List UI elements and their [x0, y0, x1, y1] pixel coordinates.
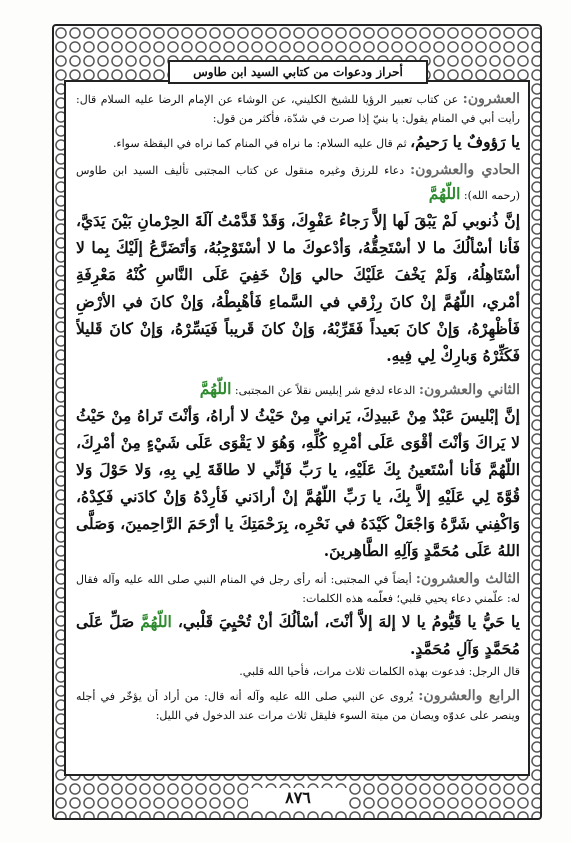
dua-name: اللّهُمَّ — [140, 612, 172, 631]
section-22 — [76, 375, 520, 564]
dua-body: إنَّ ذُنوبي لَمْ يَبْقَ لَها إلاَّ رَجاءُ عَفْوِكَ، وَقَدْ قَدَّمْتُ آلَةَ الحِرْمانِ بَيْنَ يَدَيَّ، فَأنا أسْألُكَ ما لا أسْتَحِقُّهُ، وَأدْعوكَ ما لا أسْتَوْجِبُهُ، وَأتَضَرَّعُ إلَيْكَ بِما لا أسْتَاهِلُهُ، وَلَمْ يَخْفَ عَلَيْكَ حالي وَإنْ خَفِيَ عَلَى النَّاسِ كُنْهُ مَعْرِفَةِ أمْري، اللّهُمَّ إنْ كانَ رِزْقي في السَّماءِ فَأهْبِطْهُ، وَإنْ كانَ في الأرْضِ فَأظْهِرْهُ، وَإنْ كانَ بَعيداً فَقَرِّبْهُ، وَإنْ كانَ قَريباً فَيَسِّرْهُ، وَإنْ كانَ قَليلاً فَكَثِّرْهُ وَبارِكْ لِي فِيهِ. — [76, 211, 520, 365]
section-24 — [76, 687, 520, 725]
dua-name: اللّهُمَّ — [428, 184, 461, 203]
section-21 — [76, 161, 520, 369]
section-outro: ثم قال عليه السلام: ما نراه في المنام كما نراه في اليقظة سواء. — [112, 137, 407, 150]
section-title: الثالث والعشرون: — [415, 571, 520, 587]
dua-text: يا رَؤوفٌ يا رَحيمُ، — [410, 132, 520, 151]
section-title: الثاني والعشرون: — [418, 382, 520, 398]
section-20 — [76, 90, 520, 155]
dua-body: إنَّ إبْليسَ عَبْدٌ مِنْ عَبيدِكَ، يَراني مِنْ حَيْثُ لا أراهُ، وَأنْتَ تَراهُ مِنْ حَيْثُ لا يَراكَ وَأنْتَ أقْوَى عَلَى أمْرِهِ كُلِّهِ، وَهُوَ لا يَقْوَى عَلَى شَيْءٍ مِنْ أمْرِكَ، اللّهُمَّ فَأنا أسْتَعينُ بِكَ عَلَيْهِ، يا رَبِّ فَإنِّي لا طاقَةَ لِي بِهِ، وَلا حَوْلَ وَلا قُوَّةَ لِي عَلَيْهِ إلاَّ بِكَ، يا رَبِّ اللّهُمَّ إنْ أرادَني فَأرِدْهُ وَإنْ كادَني فَكِدْهُ، وَاكْفِني شَرَّهُ وَاجْعَلْ كَيْدَهُ في نَحْرِه، بِرَحْمَتِكَ يا أرْحَمَ الرَّاحِمينَ، وَصَلَّى اللهُ عَلَى مُحَمَّدٍ وَآلِهِ الطَّاهِرينَ. — [76, 406, 520, 560]
page-content — [76, 90, 520, 770]
section-intro: الدعاء لدفع شر إبليس نقلاً عن المجتبى: — [234, 384, 416, 397]
section-title: الرابع والعشرون: — [418, 688, 520, 704]
section-intro: يُروى عن النبي صلى الله عليه وآله أنه قال: من أراد أن يؤخّر في أجله وينصر على عدوّه ويصان من ميتة السوء فليقل ثلاث مرات عند الدخول في الليل: — [76, 690, 520, 722]
section-23 — [76, 570, 520, 681]
section-intro: عن كتاب تعبير الرؤيا للشيخ الكليني، عن الوشاء عن الإمام الرضا عليه السلام قال: رأيت أبي في المنام يقول: يا بنيّ إذا صرت في شدّة، فأكثر من قول: — [76, 93, 520, 125]
section-intro: أيضاً في المجتبى: أنه رأى رجل في المنام النبي صلى الله عليه وآله فقال له: علّمني دعاء يحيي قلبي؛ فعلّمه هذه الكلمات: — [76, 573, 520, 605]
section-intro: دعاء للرزق وغيره منقول عن كتاب المجتبى تأليف السيد ابن طاوس (رحمه الله): — [76, 164, 520, 202]
page-number: ٨٧٦ — [248, 788, 348, 810]
dua-body-2: صَلِّ عَلَى مُحَمَّدٍ وَآلِ مُحَمَّدٍ. — [76, 612, 520, 658]
section-outro: قال الرجل: فدعوت بهذه الكلمات ثلاث مرات، فأحيا الله قلبي. — [239, 665, 520, 678]
section-title: العشرون: — [462, 91, 520, 107]
dua-name: اللّهُمَّ — [199, 379, 232, 398]
dua-body: يا حَيُّ يا قَيُّومُ يا لا إلهَ إلاَّ أنْتَ، أسْألُكَ أنْ تُحْيِيَ قَلْبي، — [177, 612, 520, 631]
section-title: الحادي والعشرون: — [410, 162, 520, 178]
running-header-title: أحراز ودعوات من كتابي السيد ابن طاوس — [193, 65, 403, 79]
running-header — [168, 60, 428, 84]
